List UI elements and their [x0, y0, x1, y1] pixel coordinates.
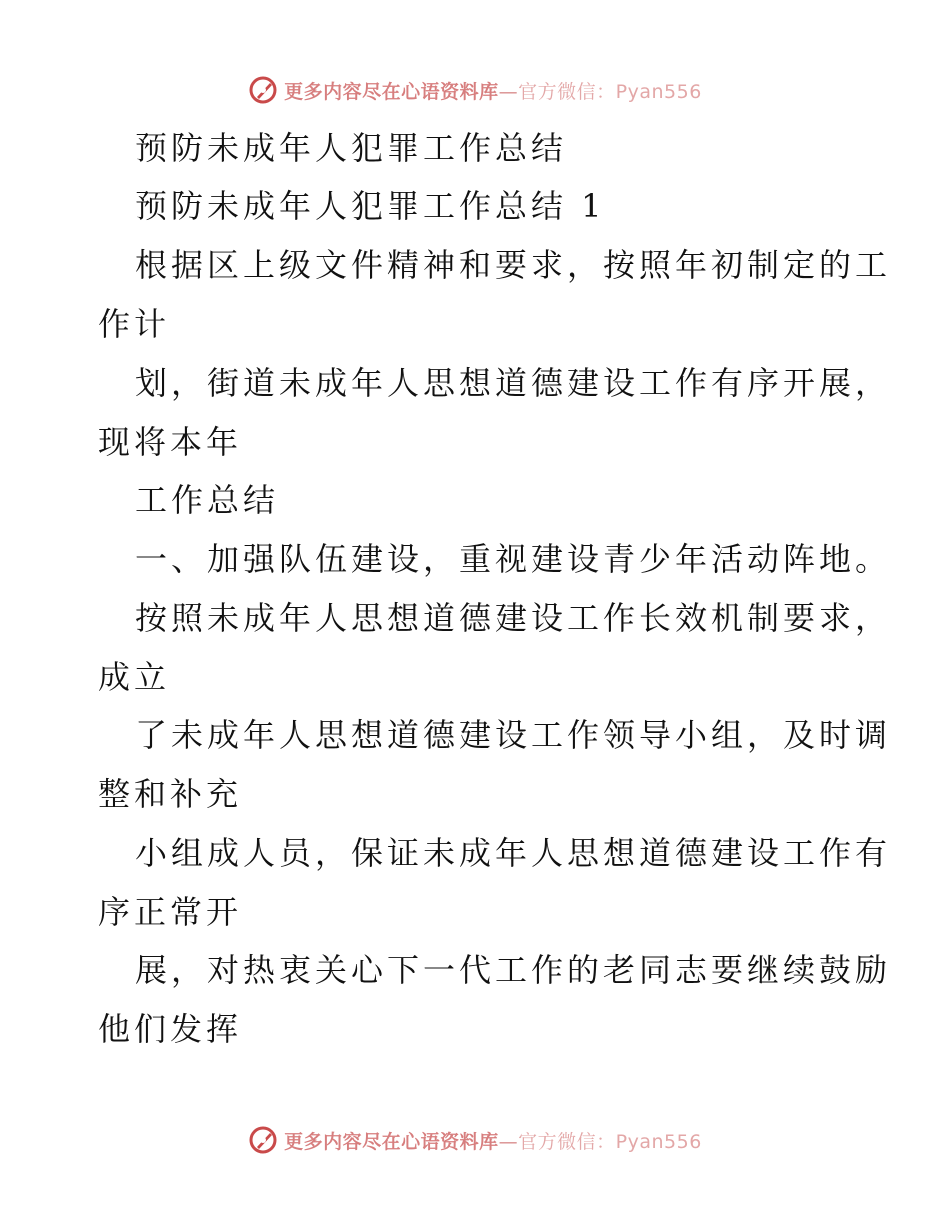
document-title: 预防未成年人犯罪工作总结	[135, 129, 568, 167]
quill-logo-icon	[248, 1125, 278, 1155]
header-wechat-text: 官方微信：Pyan556	[518, 80, 702, 103]
footer-banner-text	[284, 1127, 702, 1154]
paragraph-line: 划，街道未成年人思想道德建设工作有序开展，	[135, 364, 892, 402]
paragraph-line: 现将本年	[98, 423, 243, 461]
footer-brand-text: 更多内容尽在心语资料库	[284, 1130, 499, 1153]
header-banner-text	[284, 77, 702, 104]
paragraph-line: 作计	[98, 305, 171, 343]
header-separator: —	[498, 80, 519, 103]
section-title: 预防未成年人犯罪工作总结 1	[135, 187, 606, 225]
quill-logo-icon	[248, 75, 278, 105]
paragraph-line: 序正常开	[98, 893, 243, 931]
paragraph-line: 成立	[98, 658, 171, 696]
paragraph-line: 小组成人员，保证未成年人思想道德建设工作有	[135, 834, 892, 872]
footer-wechat-text: 官方微信：Pyan556	[518, 1130, 702, 1153]
footer-banner	[0, 1120, 950, 1160]
paragraph-line: 根据区上级文件精神和要求，按照年初制定的工	[135, 246, 892, 284]
header-banner	[0, 70, 950, 110]
paragraph-line: 按照未成年人思想道德建设工作长效机制要求，	[135, 599, 892, 637]
paragraph-line: 他们发挥	[98, 1010, 243, 1048]
footer-separator: —	[498, 1130, 519, 1153]
section-heading: 一、加强队伍建设，重视建设青少年活动阵地。	[135, 540, 892, 578]
header-brand-text: 更多内容尽在心语资料库	[284, 80, 499, 103]
paragraph-line: 展，对热衷关心下一代工作的老同志要继续鼓励	[135, 951, 892, 989]
paragraph-line: 工作总结	[135, 481, 280, 519]
paragraph-line: 了未成年人思想道德建设工作领导小组，及时调	[135, 716, 892, 754]
paragraph-line: 整和补充	[98, 775, 243, 813]
